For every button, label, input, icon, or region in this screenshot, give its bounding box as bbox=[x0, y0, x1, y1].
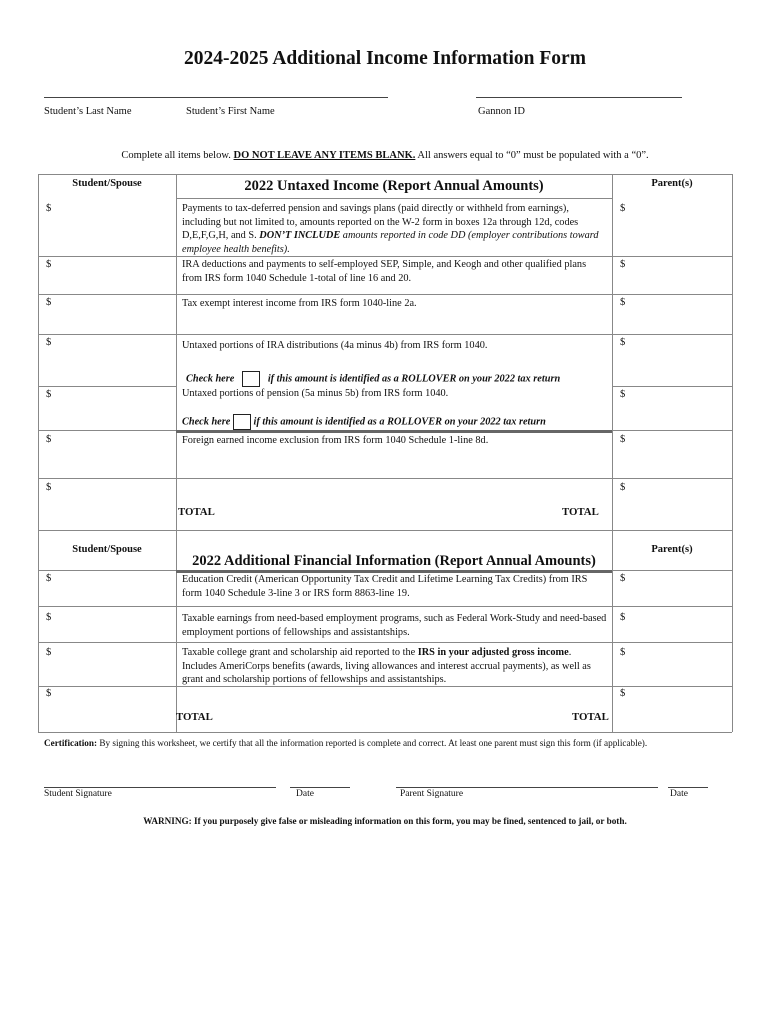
student-total-amount[interactable]: $ bbox=[46, 482, 52, 493]
first-name-label: Student’s First Name bbox=[186, 106, 275, 117]
student-amount-9[interactable]: $ bbox=[46, 647, 52, 658]
student-amount-2[interactable]: $ bbox=[46, 259, 52, 270]
row-line bbox=[38, 294, 732, 295]
section2-title: 2022 Additional Financial Information (Report Annual Amounts) bbox=[192, 553, 596, 569]
row-line bbox=[38, 386, 176, 387]
parent-total-amount[interactable]: $ bbox=[620, 482, 626, 493]
certification-text: By signing this worksheet, we certify that all the information reported is complete and correct. At least one parent must sign this form (if applicable). bbox=[97, 738, 648, 748]
student-signature-line[interactable] bbox=[44, 787, 276, 788]
parent-total-label: TOTAL bbox=[562, 506, 599, 518]
row-line bbox=[612, 386, 732, 387]
s2-item2-description: Taxable earnings from need-based employment programs, such as Federal Work-Study and need-based employment portions of fellowships and assistantships. bbox=[182, 613, 607, 638]
table1-divider-left bbox=[176, 174, 177, 530]
row-line bbox=[38, 334, 732, 335]
rollover-ira-row bbox=[186, 371, 560, 387]
row-line bbox=[38, 606, 732, 607]
rollover-pension-row bbox=[182, 414, 546, 430]
item1-exclusion: DON’T INCLUDE bbox=[259, 230, 341, 242]
item1-text: Payments to tax-deferred pension and savings plans (paid directly or withheld from earnings), including but not limited to, amounts reported on the W-2 form in boxes 12a through 12d, codes D,E,F,G,H, and S. bbox=[182, 203, 579, 242]
student-total-amount-2[interactable]: $ bbox=[46, 688, 52, 699]
certification bbox=[44, 738, 734, 748]
section1-title: 2022 Untaxed Income (Report Annual Amounts) bbox=[244, 178, 544, 194]
row-line bbox=[612, 430, 732, 431]
student-date-line[interactable] bbox=[290, 787, 350, 788]
parent-date-label: Date bbox=[670, 789, 688, 799]
s2-item3-description bbox=[182, 646, 607, 687]
item1-description bbox=[182, 202, 607, 256]
parent-amount-7[interactable]: $ bbox=[620, 573, 626, 584]
section1-student-header: Student/Spouse bbox=[72, 178, 142, 189]
rollover-pension-checkbox[interactable] bbox=[233, 414, 251, 430]
item3-description: Tax exempt interest income from IRS form 1040-line 2a. bbox=[182, 298, 417, 309]
student-amount-7[interactable]: $ bbox=[46, 573, 52, 584]
student-amount-3[interactable]: $ bbox=[46, 297, 52, 308]
student-amount-4[interactable]: $ bbox=[46, 337, 52, 348]
row-line-thick bbox=[176, 430, 612, 433]
item2-description: IRA deductions and payments to self-employed SEP, Simple, and Keogh and other qualified plans from IRS form 1040 Schedule 1-total of line 16 and 20. bbox=[182, 259, 587, 284]
section1-parent-header: Parent(s) bbox=[651, 178, 693, 189]
row-line bbox=[612, 570, 732, 571]
student-amount-1[interactable]: $ bbox=[46, 203, 52, 214]
table1-divider-right bbox=[612, 174, 613, 530]
table2-left-border bbox=[38, 530, 39, 732]
parent-amount-2[interactable]: $ bbox=[620, 259, 626, 270]
item4-description: Untaxed portions of IRA distributions (4a minus 4b) from IRS form 1040. bbox=[182, 340, 488, 351]
s2-item3-prefix: Taxable college grant and scholarship aid reported to the bbox=[182, 647, 418, 658]
section2-student-header: Student/Spouse bbox=[72, 544, 142, 555]
row-line bbox=[38, 478, 732, 479]
table1-top-border bbox=[38, 174, 732, 175]
parent-amount-4[interactable]: $ bbox=[620, 337, 626, 348]
row-line bbox=[38, 430, 176, 431]
table2-right-border bbox=[732, 530, 733, 732]
parent-amount-1[interactable]: $ bbox=[620, 203, 626, 214]
item6-description: Foreign earned income exclusion from IRS form 1040 Schedule 1-line 8d. bbox=[182, 435, 489, 446]
parent-signature-label: Parent Signature bbox=[400, 789, 464, 799]
rollover-ira-checkbox[interactable] bbox=[242, 371, 260, 387]
instructions bbox=[0, 150, 770, 161]
parent-signature-line[interactable] bbox=[396, 787, 658, 788]
parent-amount-6[interactable]: $ bbox=[620, 434, 626, 445]
student-amount-6[interactable]: $ bbox=[46, 434, 52, 445]
instructions-emphasis: DO NOT LEAVE ANY ITEMS BLANK. bbox=[233, 150, 416, 161]
table1-right-border bbox=[732, 174, 733, 530]
gannon-id-label: Gannon ID bbox=[478, 106, 525, 117]
student-amount-8[interactable]: $ bbox=[46, 612, 52, 623]
table1-header-rule bbox=[176, 198, 612, 199]
check-here-label: Check here bbox=[186, 373, 235, 385]
item1-note: amounts reported in code DD (employer contributions toward employee health benefits). bbox=[182, 230, 599, 255]
check-here-label: Check here bbox=[182, 416, 231, 428]
gannon-id-line[interactable] bbox=[476, 97, 682, 98]
student-total-label-2: TOTAL bbox=[176, 711, 213, 723]
table1-left-border bbox=[38, 174, 39, 530]
row-line bbox=[38, 642, 732, 643]
s2-item1-description: Education Credit (American Opportunity Tax Credit and Lifetime Learning Tax Credits) from IRS form 1040 Schedule 3-line 3 or IRS form 8863-line 19. bbox=[182, 574, 588, 599]
parent-amount-8[interactable]: $ bbox=[620, 612, 626, 623]
instructions-suffix: All answers equal to “0” must be populated with a “0”. bbox=[415, 150, 649, 161]
certification-label: Certification: bbox=[44, 738, 98, 748]
rollover-note: if this amount is identified as a ROLLOVER on your 2022 tax return bbox=[253, 416, 546, 428]
form-title: 2024-2025 Additional Income Information Form bbox=[184, 48, 586, 69]
row-line bbox=[38, 732, 732, 733]
parent-amount-9[interactable]: $ bbox=[620, 647, 626, 658]
table2-divider-right bbox=[612, 530, 613, 732]
student-signature-label: Student Signature bbox=[44, 789, 112, 799]
s2-item3-suffix: . Includes AmeriCorps benefits (awards, living allowances and interest accrual payments), as well as grant and scholarship portions of fellowships and assistantships. bbox=[182, 647, 591, 686]
parent-total-label-2: TOTAL bbox=[572, 711, 609, 723]
s2-item3-emphasis: IRS in your adjusted gross income bbox=[417, 647, 569, 658]
parent-amount-5[interactable]: $ bbox=[620, 389, 626, 400]
parent-date-line[interactable] bbox=[668, 787, 708, 788]
student-date-label: Date bbox=[296, 789, 314, 799]
student-amount-5[interactable]: $ bbox=[46, 389, 52, 400]
row-line bbox=[38, 530, 732, 531]
parent-total-amount-2[interactable]: $ bbox=[620, 688, 626, 699]
row-line bbox=[38, 570, 176, 571]
parent-amount-3[interactable]: $ bbox=[620, 297, 626, 308]
last-name-label: Student’s Last Name bbox=[44, 106, 132, 117]
last-name-line[interactable] bbox=[44, 97, 388, 98]
item5-description: Untaxed portions of pension (5a minus 5b) from IRS form 1040. bbox=[182, 388, 449, 399]
instructions-prefix: Complete all items below. bbox=[121, 150, 234, 161]
rollover-note: if this amount is identified as a ROLLOVER on your 2022 tax return bbox=[267, 373, 561, 385]
section2-parent-header: Parent(s) bbox=[651, 544, 693, 555]
warning-notice: WARNING: If you purposely give false or misleading information on this form, you may be fined, sentenced to jail, or both. bbox=[143, 816, 627, 826]
student-total-label: TOTAL bbox=[178, 506, 215, 518]
